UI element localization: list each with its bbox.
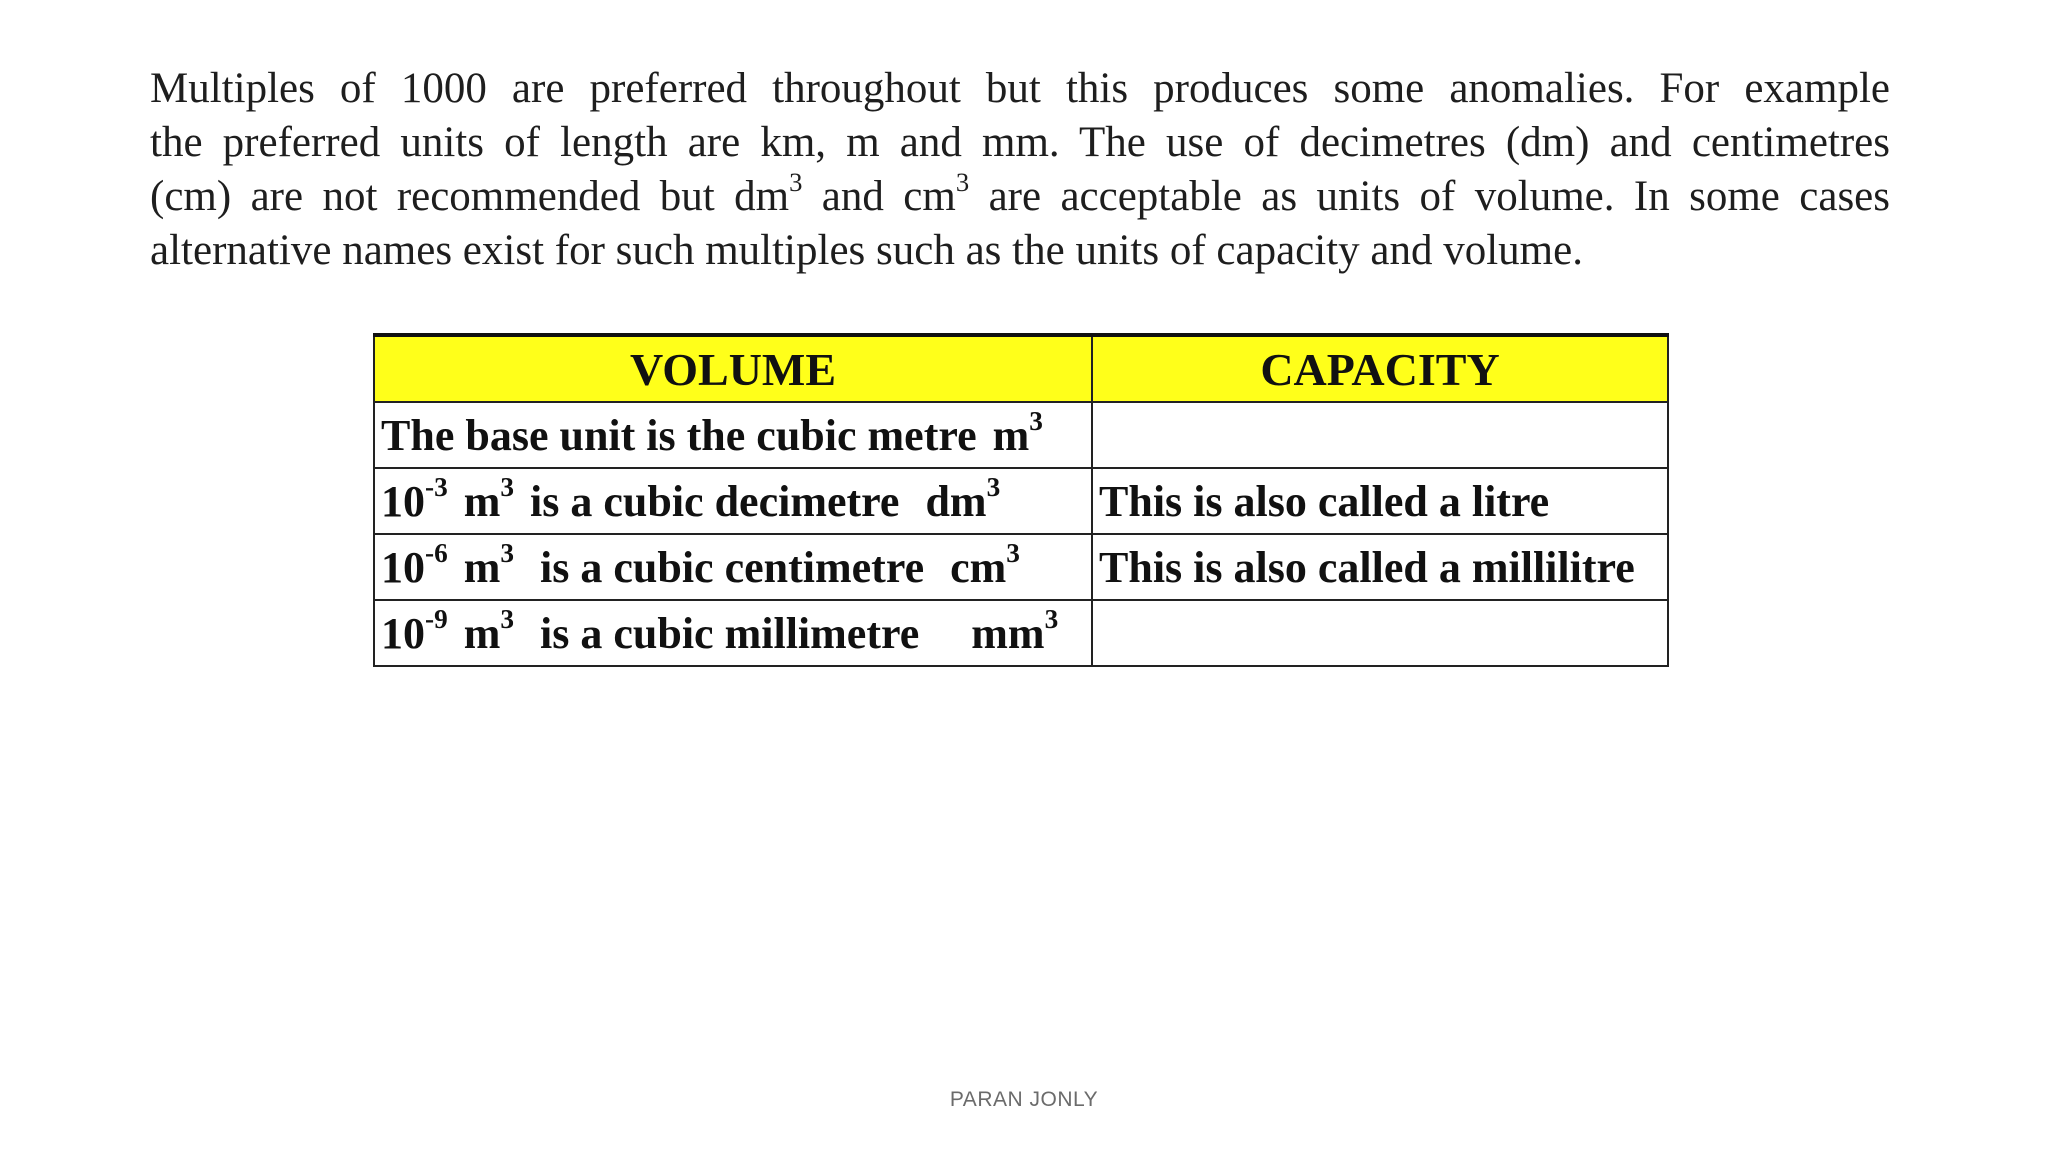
paragraph-line-3-part-c: are acceptable as units of volume. In some cases [969,173,1891,220]
capacity-cell-litre: This is also called a litre [1092,468,1668,534]
superscript-dm3: 3 [789,166,803,197]
metre-symbol: m [463,476,501,526]
volume-cell-centimetre [374,534,1092,600]
metre-exponent: 3 [500,537,515,568]
capacity-cell-empty [1092,402,1668,468]
volume-unit: m [992,410,1030,460]
volume-unit: cm [950,542,1007,592]
paragraph-line-4: alternative names exist for such multiples such as the units of capacity and volume. [150,227,1583,274]
metre-symbol: m [463,608,501,658]
power-exponent: -3 [425,471,448,502]
power-exponent: -6 [425,537,448,568]
table-row [374,468,1668,534]
volume-text: The base unit is the cubic metre [381,410,977,460]
paragraph-line-3 [150,166,1891,224]
power-exponent: -9 [425,603,448,634]
volume-unit-exponent: 3 [1029,405,1043,436]
volume-cell-base-unit [374,402,1092,468]
power-base: 10 [381,476,425,526]
volume-text: is a cubic decimetre [530,476,900,526]
volume-unit: dm [925,476,987,526]
superscript-cm3: 3 [955,166,970,197]
volume-capacity-table [373,333,1669,667]
metre-exponent: 3 [500,603,515,634]
paragraph-line-3-part-a: (cm) are not recommended but dm [150,173,790,220]
volume-unit-exponent: 3 [1006,537,1020,568]
volume-unit: mm [971,608,1045,658]
table-row [374,402,1668,468]
footer-author: PARAN JONLY [949,1088,1099,1111]
intro-paragraph [150,62,1890,278]
power-base: 10 [381,608,425,658]
volume-text: is a cubic centimetre [540,542,925,592]
table-row [374,600,1668,666]
table-header-row [374,335,1668,402]
header-volume: VOLUME [374,335,1092,402]
power-base: 10 [381,542,425,592]
volume-unit-exponent: 3 [986,471,1001,502]
paragraph-line-2: the preferred units of length are km, m and mm. The use of decimetres (dm) and centimetres [150,119,1890,166]
paragraph-line-1: Multiples of 1000 are preferred throughout but this produces some anomalies. For example [150,65,1890,112]
paragraph-line-3-part-b: and cm [802,173,956,220]
capacity-cell-empty [1092,600,1668,666]
metre-exponent: 3 [500,471,515,502]
volume-unit-exponent: 3 [1044,603,1059,634]
volume-cell-millimetre [374,600,1092,666]
header-capacity: CAPACITY [1092,335,1668,402]
volume-text: is a cubic millimetre [540,608,920,658]
capacity-cell-millilitre: This is also called a millilitre [1092,534,1668,600]
volume-cell-decimetre [374,468,1092,534]
metre-symbol: m [463,542,501,592]
table-row [374,534,1668,600]
